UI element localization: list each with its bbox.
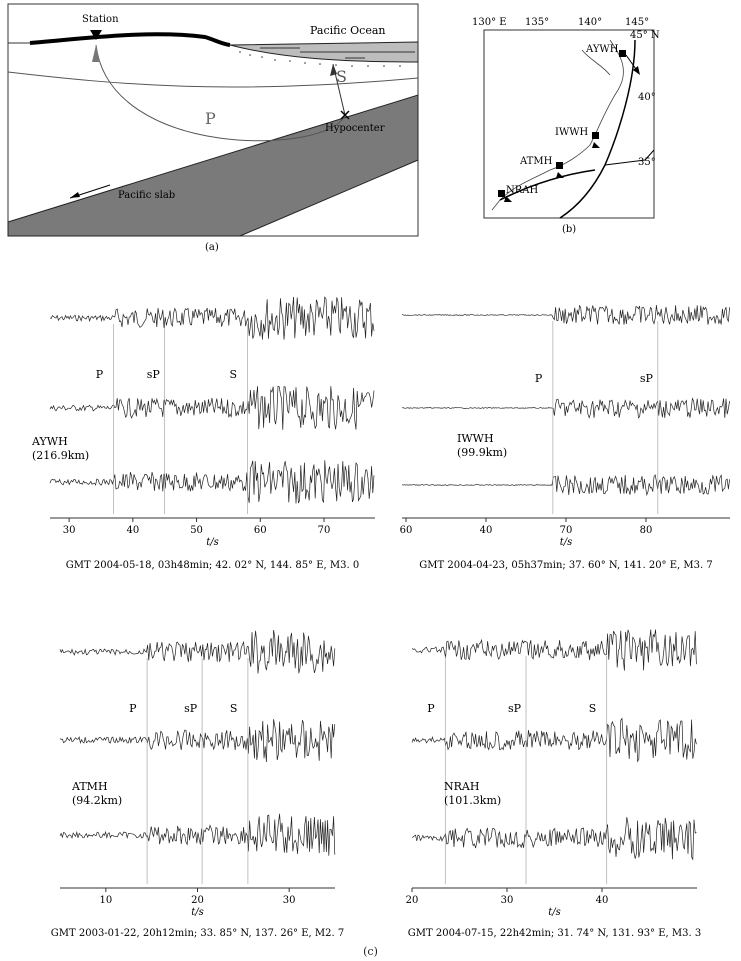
- x-tick-label: 30: [62, 525, 76, 536]
- lon-tick-140: 140°: [578, 17, 603, 28]
- x-tick-label: 10: [99, 895, 113, 906]
- seismic-trace: [60, 814, 335, 856]
- lon-tick-130: 130° E: [472, 17, 507, 28]
- seismic-trace: [50, 460, 374, 503]
- lat-tick-40: 40°: [638, 92, 656, 103]
- x-tick-label: 30: [282, 895, 296, 906]
- station-name: IWWH: [457, 432, 494, 445]
- station-name: NRAH: [444, 780, 480, 793]
- station-atmh: ATMH: [520, 156, 553, 167]
- phase-label: sP: [146, 368, 160, 381]
- hypocenter-label: Hypocenter: [325, 123, 385, 134]
- seismogram-plot-aywh: [30, 270, 380, 580]
- panel-a-schematic: [0, 0, 460, 262]
- seismic-trace: [402, 305, 730, 325]
- lat-tick-35: 35°: [638, 157, 656, 168]
- seismic-trace: [402, 398, 730, 418]
- station-nrah: NRAH: [506, 185, 539, 196]
- seismogram-plot-nrah: [402, 590, 712, 945]
- ocean-label: Pacific Ocean: [310, 24, 386, 37]
- event-caption: GMT 2004-07-15, 22h42min; 31. 74° N, 131. 93° E, M3. 3: [407, 928, 702, 939]
- phase-label: S: [229, 702, 238, 715]
- x-tick-label: 60: [253, 525, 267, 536]
- station-distance: (216.9km): [32, 449, 90, 462]
- phase-label: P: [95, 368, 104, 381]
- phase-label: sP: [184, 702, 198, 715]
- x-tick-label: 30: [500, 895, 514, 906]
- x-tick-label: 40: [595, 895, 609, 906]
- phase-label: S: [229, 368, 238, 381]
- phase-label: sP: [639, 372, 653, 385]
- x-axis-label: t/s: [559, 537, 573, 548]
- lon-tick-145: 145°: [625, 17, 650, 28]
- panel-c-caption: (c): [363, 945, 378, 958]
- lon-tick-135: 135°: [525, 17, 550, 28]
- seismic-trace: [50, 297, 374, 340]
- phase-label: S: [588, 702, 597, 715]
- station-name: ATMH: [72, 780, 108, 793]
- x-tick-label: 20: [191, 895, 204, 906]
- x-tick-label: 40: [479, 525, 493, 536]
- phase-label: P: [534, 372, 543, 385]
- station-name: AYWH: [32, 435, 68, 448]
- x-tick-label: 40: [126, 525, 140, 536]
- panel-b-caption: (b): [562, 224, 577, 235]
- seismic-trace: [402, 475, 730, 495]
- phase-label: sP: [508, 702, 522, 715]
- lat-tick-45: 45° N: [630, 30, 660, 41]
- x-axis-label: t/s: [206, 537, 219, 548]
- station-distance: (101.3km): [444, 794, 502, 807]
- station-iwwh: IWWH: [555, 127, 589, 138]
- p-ray-label: P: [205, 109, 216, 128]
- seismogram-plot-iwwh: [392, 270, 741, 580]
- seismic-trace: [60, 719, 335, 762]
- station-aywh: AYWH: [586, 44, 619, 55]
- phase-label: P: [129, 702, 137, 715]
- x-tick-label: 70: [559, 525, 573, 536]
- x-tick-label: 20: [405, 895, 419, 906]
- x-tick-label: 70: [317, 525, 331, 536]
- station-label: Station: [82, 14, 119, 25]
- seismic-trace: [412, 719, 696, 762]
- panel-b-map: [470, 0, 670, 240]
- x-tick-label: 80: [639, 525, 653, 536]
- slab-arrow-icon: [70, 192, 80, 198]
- x-axis-label: t/s: [191, 907, 204, 918]
- x-tick-label: 60: [399, 525, 413, 536]
- event-caption: GMT 2004-04-23, 05h37min; 37. 60° N, 141. 20° E, M3. 7: [419, 560, 713, 571]
- station-distance: (94.2km): [72, 794, 123, 807]
- seismic-trace: [50, 386, 374, 430]
- seismogram-plot-atmh: [50, 590, 360, 945]
- x-tick-label: 50: [190, 525, 203, 536]
- seismic-trace: [412, 817, 696, 859]
- x-axis-label: t/s: [548, 907, 561, 918]
- seismic-trace: [412, 630, 696, 671]
- slab-label: Pacific slab: [118, 190, 176, 201]
- station-distance: (99.9km): [457, 446, 508, 459]
- s-ray-label: S: [336, 67, 347, 86]
- seismic-trace: [60, 630, 335, 674]
- event-caption: GMT 2003-01-22, 20h12min; 33. 85° N, 137. 26° E, M2. 7: [50, 928, 345, 939]
- phase-label: P: [427, 702, 435, 715]
- panel-a-caption: (a): [205, 242, 219, 253]
- event-caption: GMT 2004-05-18, 03h48min; 42. 02° N, 144. 85° E, M3. 0: [65, 560, 360, 571]
